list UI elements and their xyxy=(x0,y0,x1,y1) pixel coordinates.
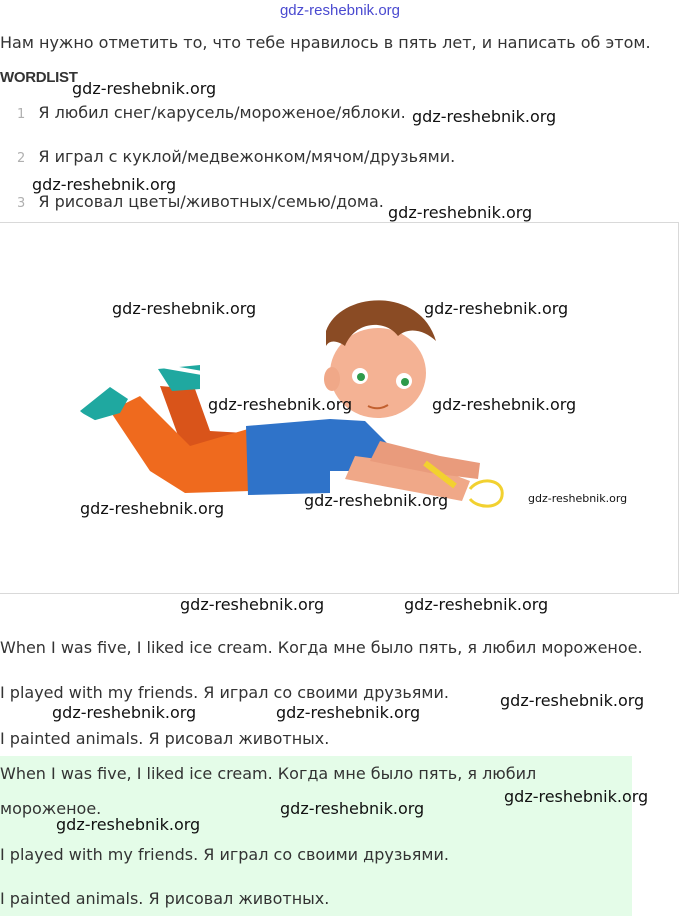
watermark: gdz-reshebnik.org xyxy=(500,691,645,710)
site-header-link[interactable]: gdz-reshebnik.org xyxy=(279,2,401,19)
watermark: gdz-reshebnik.org xyxy=(412,107,557,126)
task-intro: Нам нужно отметить то, что тебе нравилось в пять лет, и написать об этом. xyxy=(0,33,651,52)
watermark: gdz-reshebnik.org xyxy=(280,799,425,818)
watermark: gdz-reshebnik.org xyxy=(528,492,628,505)
watermark: gdz-reshebnik.org xyxy=(112,299,257,318)
answer-line: I painted animals. Я рисовал животных. xyxy=(0,729,330,748)
wordlist-number: 3 xyxy=(17,196,26,211)
answer-line: When I was five, I liked ice cream. Когда мне было пять, я любил мороженое. xyxy=(0,638,643,657)
watermark: gdz-reshebnik.org xyxy=(52,703,197,722)
highlighted-answer-line: I played with my friends. Я играл со своими друзьями. xyxy=(0,845,449,864)
wordlist-text: Я играл с куклой/медвежонком/мячом/друзьями. xyxy=(38,147,456,166)
wordlist-item xyxy=(17,103,406,122)
watermark: gdz-reshebnik.org xyxy=(208,395,353,414)
answer-line: I played with my friends. Я играл со своими друзьями. xyxy=(0,683,449,702)
watermark: gdz-reshebnik.org xyxy=(504,787,649,806)
wordlist-title: WORDLIST xyxy=(0,69,78,86)
wordlist-text: Я любил снег/карусель/мороженое/яблоки. xyxy=(38,103,406,122)
watermark: gdz-reshebnik.org xyxy=(276,703,421,722)
wordlist-text: Я рисовал цветы/животных/семью/дома. xyxy=(38,192,384,211)
watermark: gdz-reshebnik.org xyxy=(304,491,449,510)
highlighted-answer-line: I painted animals. Я рисовал животных. xyxy=(0,889,330,908)
watermark: gdz-reshebnik.org xyxy=(424,299,569,318)
wordlist-item xyxy=(17,147,455,166)
watermark: gdz-reshebnik.org xyxy=(432,395,577,414)
watermark: gdz-reshebnik.org xyxy=(32,175,177,194)
watermark: gdz-reshebnik.org xyxy=(72,79,217,98)
wordlist-number: 2 xyxy=(17,151,26,166)
highlighted-answer-line: мороженое. xyxy=(0,799,102,818)
watermark: gdz-reshebnik.org xyxy=(388,203,533,222)
watermark: gdz-reshebnik.org xyxy=(404,595,549,614)
wordlist-number: 1 xyxy=(17,107,26,122)
watermark: gdz-reshebnik.org xyxy=(180,595,325,614)
watermark: gdz-reshebnik.org xyxy=(80,499,225,518)
watermark: gdz-reshebnik.org xyxy=(56,815,201,834)
wordlist-item xyxy=(17,192,384,211)
highlighted-answer-line: When I was five, I liked ice cream. Когда мне было пять, я любил xyxy=(0,764,537,783)
